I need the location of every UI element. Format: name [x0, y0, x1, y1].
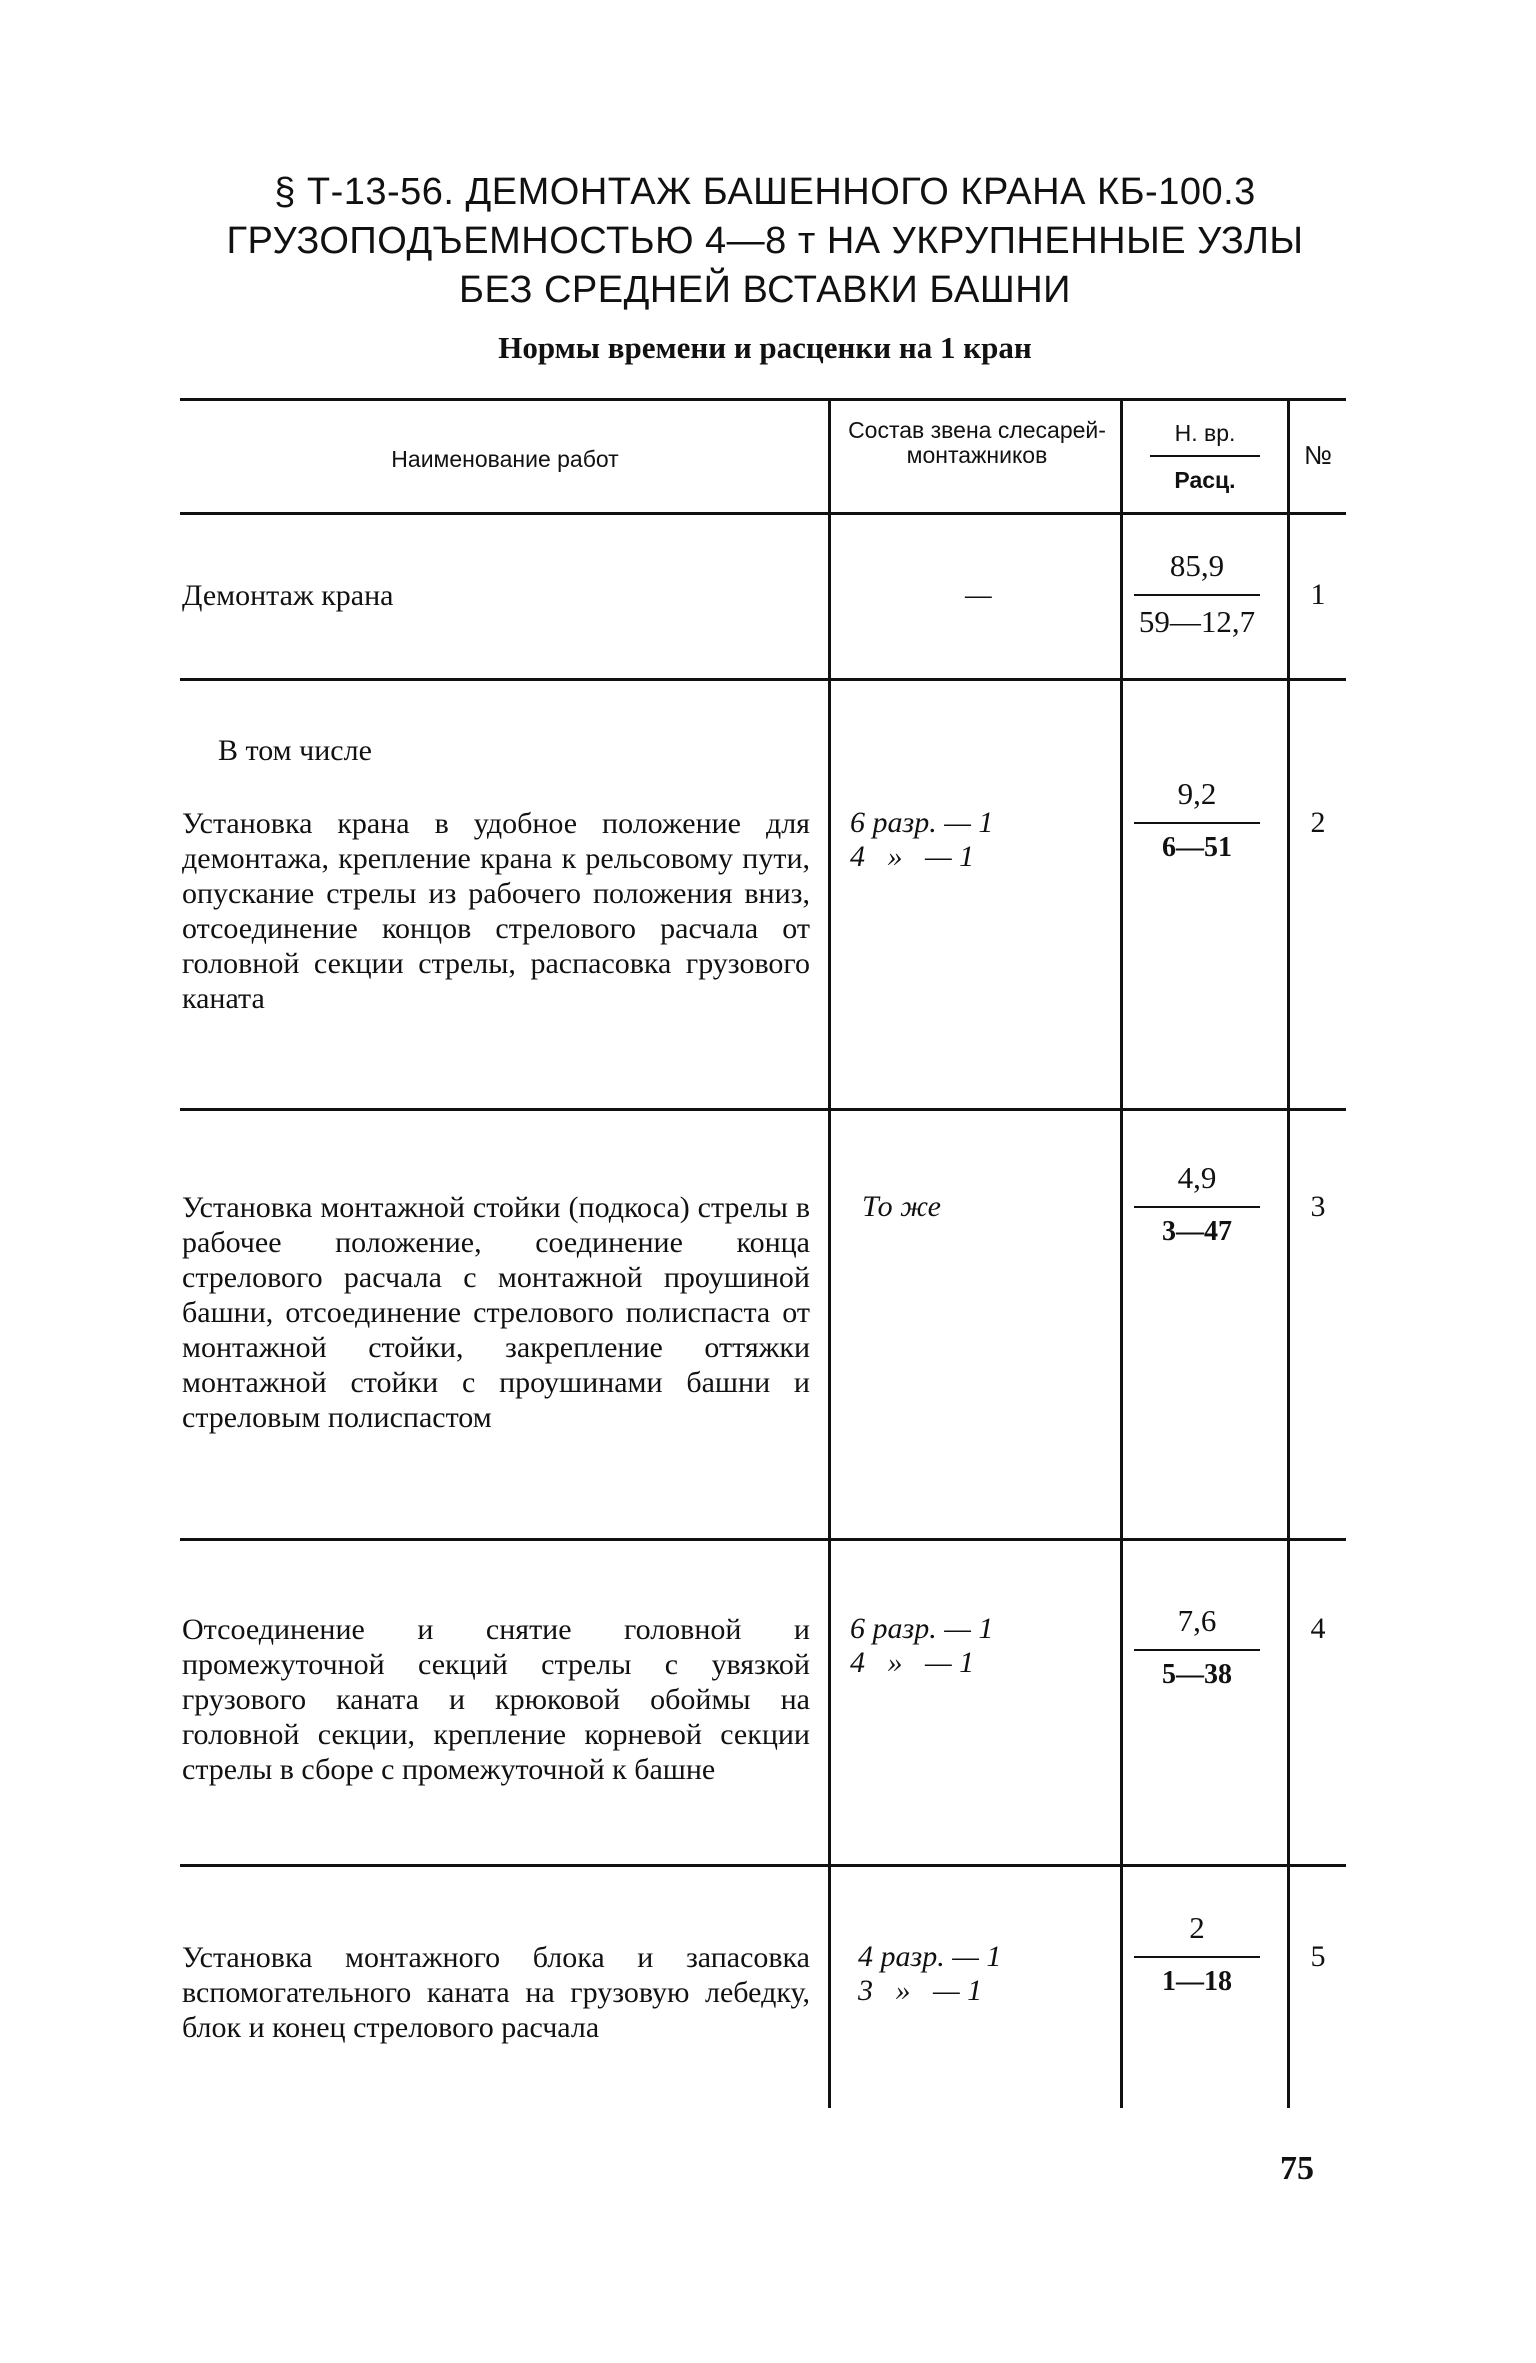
- row-4-rate: 5—38: [1162, 1659, 1232, 1690]
- header-norm: [1130, 420, 1280, 494]
- header-norm-bottom: Расц.: [1174, 467, 1236, 493]
- table-subtitle: Нормы времени и расценки на 1 кран: [498, 330, 1032, 365]
- row-divider-4: [180, 1864, 1346, 1867]
- row-4-time: 7,6: [1177, 1603, 1217, 1638]
- row-3-norm: [1122, 1160, 1272, 1248]
- row-divider-1: [180, 678, 1346, 681]
- row-4-crew: 6 разр. — 1 4 » — 1: [850, 1612, 994, 1679]
- row-divider-3: [180, 1538, 1346, 1541]
- row-1-time: 85,9: [1169, 548, 1225, 583]
- row-3-rate: 3—47: [1162, 1216, 1232, 1247]
- row-1-rate: 59—12,7: [1138, 604, 1256, 639]
- header-number: №: [1304, 440, 1332, 470]
- title-line-2: ГРУЗОПОДЪЕМНОСТЬЮ 4—8 т НА УКРУПНЕННЫЕ УЗЛЫ: [226, 220, 1304, 262]
- column-rule-3: [1287, 398, 1290, 2108]
- row-5-work: Установка монтажного блока и запасовка вспомогательного каната на грузовую лебедку, блок и конец стрелового расчала: [182, 1941, 810, 2044]
- row-5-time: 2: [1189, 1910, 1205, 1945]
- row-5-crew: 4 разр. — 1 3 » — 1: [858, 1940, 1002, 2007]
- header-bottom-rule: [180, 512, 1346, 515]
- page-number: 75: [1280, 2150, 1314, 2187]
- row-2-norm: [1122, 776, 1272, 864]
- row-3-work: Установка монтажной стойки (подкоса) стрелы в рабочее положение, соединение конца стрелового расчала с монтажной проушиной башни, отсоединение стрелового полиспаста от монтажной стойки, закрепление оттяжки монтажной стойки с проушинами башни и стреловым полиспастом: [182, 1191, 810, 1434]
- row-2-time: 9,2: [1177, 776, 1217, 811]
- row-1-crew: —: [965, 578, 992, 611]
- title-line-1: § Т-13-56. ДЕМОНТАЖ БАШЕННОГО КРАНА КБ-100.3: [274, 171, 1256, 213]
- row-3-time: 4,9: [1177, 1160, 1217, 1195]
- row-2-pre: В том числе: [218, 734, 372, 767]
- row-divider-2: [180, 1108, 1346, 1111]
- row-5-norm: [1122, 1910, 1272, 1998]
- title-line-3: БЕЗ СРЕДНЕЙ ВСТАВКИ БАШНИ: [459, 269, 1071, 311]
- row-2-work: Установка крана в удобное положение для демонтажа, крепление крана к рельсовому пути, опускание стрелы из рабочего положения вниз, отсоединение концов стрелового расчала от головной секции стрелы, распасовка грузового каната: [182, 807, 810, 1015]
- row-1-norm: [1122, 548, 1272, 640]
- row-5-rate: 1—18: [1162, 1966, 1232, 1997]
- row-2-rate: 6—51: [1162, 832, 1232, 863]
- header-crew: Состав звена слесарей-монтажников: [848, 417, 1106, 468]
- row-4-work: Отсоединение и снятие головной и промежуточной секций стрелы с увязкой грузового каната и крюковой обоймы на головной секции, крепление корневой секции стрелы в сборе с промежуточной к башне: [182, 1613, 810, 1786]
- row-4-norm: [1122, 1603, 1272, 1691]
- row-3-number: 3: [1310, 1190, 1326, 1223]
- row-5-number: 5: [1310, 1940, 1326, 1973]
- column-rule-2: [1120, 398, 1123, 2108]
- section-title: [120, 168, 1410, 315]
- table-top-rule: [180, 398, 1346, 401]
- header-norm-top: Н. вр.: [1174, 420, 1236, 446]
- row-1-work: Демонтаж крана: [182, 579, 394, 612]
- row-2-number: 2: [1310, 806, 1326, 839]
- header-work: Наименование работ: [391, 446, 619, 472]
- row-3-crew: То же: [862, 1190, 941, 1223]
- row-4-number: 4: [1310, 1612, 1326, 1645]
- row-1-number: 1: [1310, 578, 1326, 611]
- column-rule-1: [828, 398, 831, 2108]
- row-2-crew: 6 разр. — 1 4 » — 1: [850, 806, 994, 873]
